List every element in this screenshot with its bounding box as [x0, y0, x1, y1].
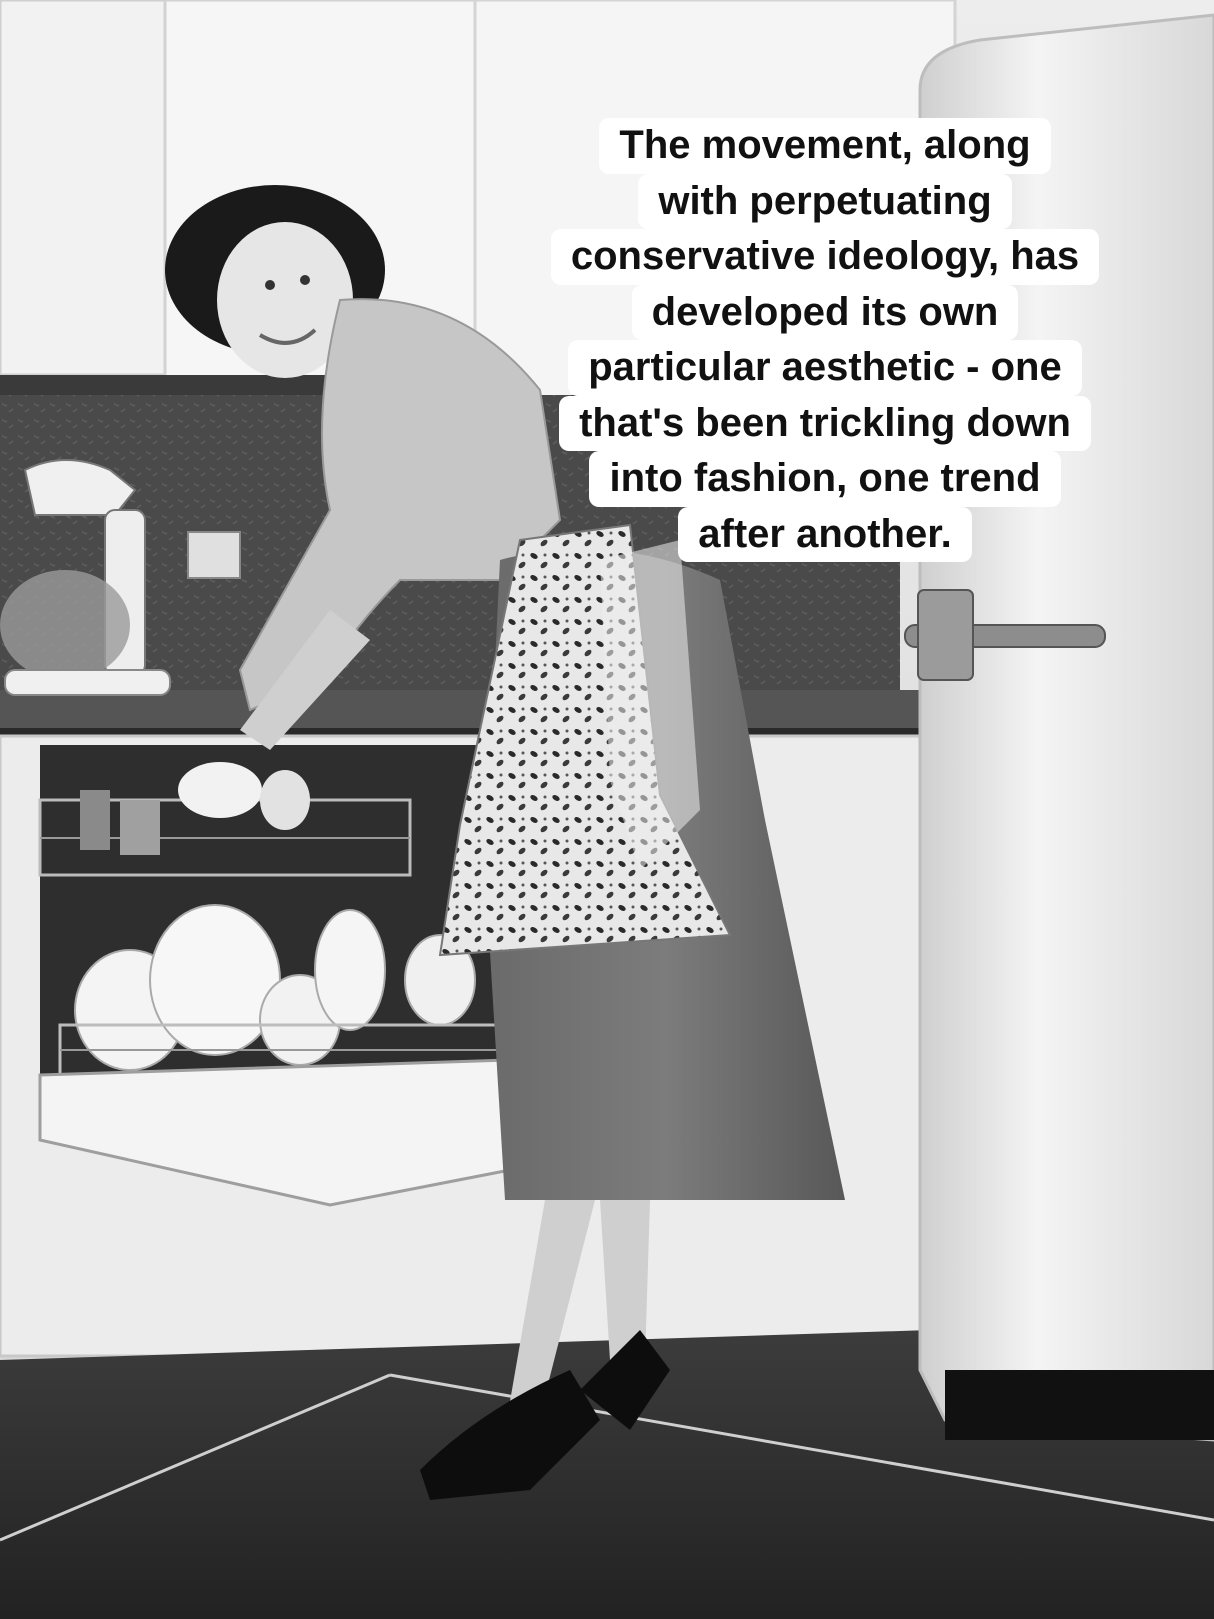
caption-line-3: conservative ideology, has — [551, 229, 1099, 285]
caption-line-8: after another. — [678, 507, 971, 563]
caption-line-2: with perpetuating — [638, 174, 1011, 230]
caption-line-5: particular aesthetic - one — [568, 340, 1081, 396]
caption-line-6: that's been trickling down — [559, 396, 1091, 452]
caption-line-1: The movement, along — [599, 118, 1050, 174]
caption-line-4: developed its own — [632, 285, 1019, 341]
caption-overlay — [500, 118, 1150, 562]
upper-cabinet-left — [0, 0, 165, 375]
caption-line-7: into fashion, one trend — [589, 451, 1060, 507]
outlet — [188, 532, 240, 578]
